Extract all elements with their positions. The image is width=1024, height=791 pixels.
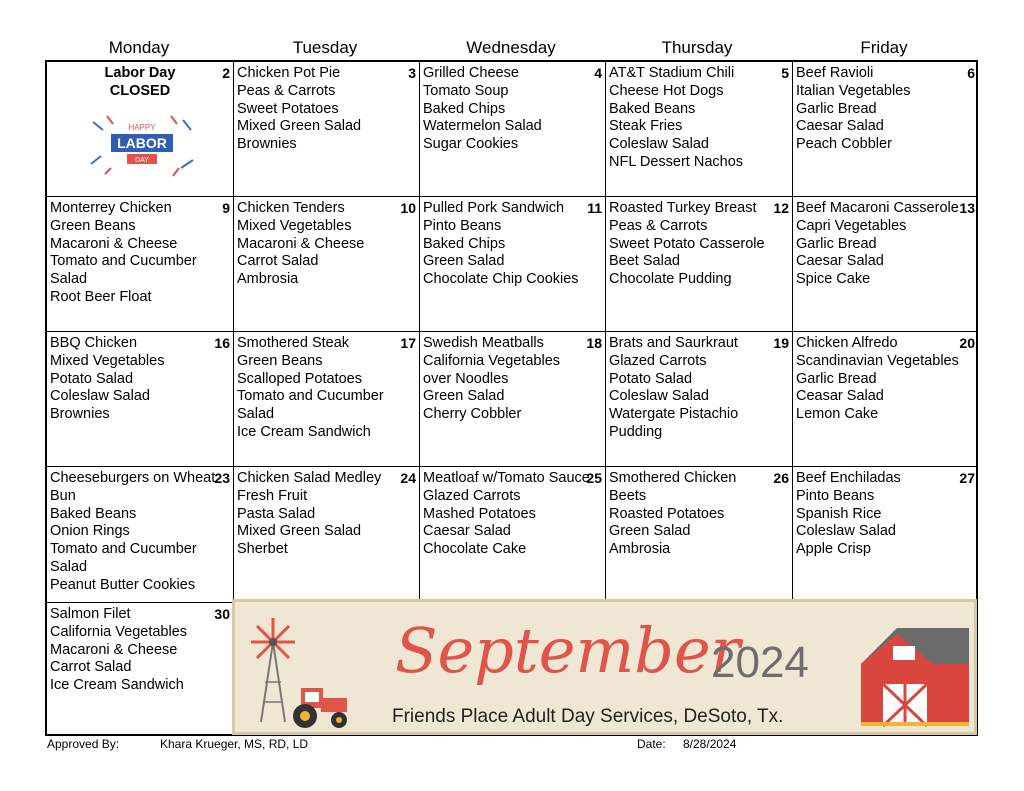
menu-items xyxy=(237,65,361,154)
menu-item: Sweet Potato Casserole xyxy=(609,235,765,252)
menu-item: Carrot Salad xyxy=(237,253,319,270)
menu-item: Chocolate Cake xyxy=(423,541,527,558)
menu-item: Root Beer Float xyxy=(50,288,152,305)
tractor-icon xyxy=(283,680,353,730)
menu-item: Mixed Green Salad xyxy=(237,523,362,540)
badge-main: LABOR xyxy=(117,135,167,151)
menu-item: Smothered Steak xyxy=(237,335,350,351)
menu-items xyxy=(609,200,765,289)
day-cell xyxy=(234,332,420,467)
menu-item: California Vegetables xyxy=(423,352,561,369)
day-number: 4 xyxy=(594,65,602,81)
menu-item: Tomato and Cucumber xyxy=(50,541,197,558)
day-thursday: Thursday xyxy=(661,38,733,57)
menu-item: AT&T Stadium Chili xyxy=(609,65,735,81)
menu-item: Spanish Rice xyxy=(796,505,882,522)
menu-items xyxy=(237,335,384,442)
menu-item: Green Salad xyxy=(423,253,505,270)
menu-item: Macaroni & Cheese xyxy=(237,235,365,252)
menu-item: Salad xyxy=(50,271,88,288)
day-number: 17 xyxy=(400,335,416,351)
menu-item: Monterrey Chicken xyxy=(50,200,172,216)
menu-item: Peach Cobbler xyxy=(796,136,892,153)
holiday-line: CLOSED xyxy=(109,82,171,99)
menu-item: over Noodles xyxy=(423,370,509,387)
day-cell xyxy=(234,467,420,603)
menu-item: Capri Vegetables xyxy=(796,217,907,234)
day-cell xyxy=(420,467,606,603)
menu-item: Smothered Chicken xyxy=(609,470,737,486)
day-cell xyxy=(47,62,234,197)
menu-item: Pinto Beans xyxy=(423,217,502,234)
barn-icon xyxy=(857,624,975,728)
day-number: 6 xyxy=(967,65,975,81)
menu-item: Lemon Cake xyxy=(796,406,879,423)
menu-item: Roasted Potatoes xyxy=(609,505,725,522)
menu-item: Scandinavian Vegetables xyxy=(796,352,959,369)
menu-item: Spice Cake xyxy=(796,271,871,288)
day-number: 23 xyxy=(214,470,230,486)
menu-item: Peas & Carrots xyxy=(237,82,336,99)
badge-top: HAPPY xyxy=(128,123,156,132)
day-cell xyxy=(606,62,793,197)
menu-item: Brownies xyxy=(50,406,110,423)
menu-item: Salad xyxy=(237,406,275,423)
menu-item: Watergate Pistachio xyxy=(609,406,739,423)
banner-subtitle: Friends Place Adult Day Services, DeSoto, Tx. xyxy=(392,706,784,727)
menu-item: Scalloped Potatoes xyxy=(237,370,362,387)
day-cell xyxy=(606,332,793,467)
menu-item: Chicken Alfredo xyxy=(796,335,898,351)
menu-item: Beef Ravioli xyxy=(796,65,874,81)
menu-item: Beets xyxy=(609,487,647,504)
menu-item: Coleslaw Salad xyxy=(609,136,709,153)
menu-item: Tomato and Cucumber xyxy=(237,388,384,405)
menu-item: Potato Salad xyxy=(609,370,693,387)
day-number: 19 xyxy=(773,335,789,351)
menu-items xyxy=(796,200,959,289)
day-number: 10 xyxy=(400,200,416,216)
weekday-header xyxy=(46,38,978,60)
day-cell xyxy=(420,62,606,197)
day-friday: Friday xyxy=(860,38,908,57)
menu-item: Sherbet xyxy=(237,541,288,558)
menu-item: Ice Cream Sandwich xyxy=(237,423,371,440)
menu-items xyxy=(423,200,579,289)
menu-item: Chocolate Chip Cookies xyxy=(423,271,579,288)
menu-item: Green Beans xyxy=(50,217,136,234)
menu-item: Mixed Vegetables xyxy=(237,217,352,234)
badge-bottom: DAY xyxy=(135,157,149,164)
day-monday: Monday xyxy=(108,38,170,57)
menu-item: Baked Chips xyxy=(423,235,506,252)
menu-item: Coleslaw Salad xyxy=(609,388,709,405)
menu-item: Ambrosia xyxy=(237,271,299,288)
date-value: 8/28/2024 xyxy=(683,737,737,751)
menu-item: Pinto Beans xyxy=(796,487,875,504)
menu-item: Ice Cream Sandwich xyxy=(50,677,184,694)
menu-item: Glazed Carrots xyxy=(423,487,521,504)
menu-items xyxy=(609,65,743,172)
menu-item: Pudding xyxy=(609,423,663,440)
menu-items xyxy=(237,470,381,559)
menu-item: Mashed Potatoes xyxy=(423,505,536,522)
day-cell xyxy=(606,467,793,603)
menu-items xyxy=(796,335,959,424)
menu-item: Sweet Potatoes xyxy=(237,100,339,117)
menu-item: Caesar Salad xyxy=(796,118,884,135)
menu-item: Peanut Butter Cookies xyxy=(50,576,196,593)
day-number: 2 xyxy=(222,65,230,81)
day-number: 9 xyxy=(222,200,230,216)
approved-name: Khara Krueger, MS, RD, LD xyxy=(160,737,309,751)
menu-item: Carrot Salad xyxy=(50,659,132,676)
menu-item: Mixed Vegetables xyxy=(50,352,165,369)
day-cell xyxy=(234,62,420,197)
day-cell xyxy=(47,467,234,603)
menu-item: Beef Macaroni Casserole xyxy=(796,200,959,216)
day-cell xyxy=(47,603,234,734)
menu-item: NFL Dessert Nachos xyxy=(609,153,744,170)
menu-item: Caesar Salad xyxy=(796,253,884,270)
menu-item: Brownies xyxy=(237,136,297,153)
menu-item: Peas & Carrots xyxy=(609,217,708,234)
day-number: 30 xyxy=(214,606,230,622)
day-wednesday: Wednesday xyxy=(466,38,556,57)
menu-item: Roasted Turkey Breast xyxy=(609,200,757,216)
day-number: 13 xyxy=(959,200,975,216)
menu-item: Brats and Saurkraut xyxy=(609,335,738,351)
menu-item: Fresh Fruit xyxy=(237,487,308,504)
day-number: 11 xyxy=(587,200,602,216)
menu-item: Salmon Filet xyxy=(50,606,131,622)
menu-item: Baked Chips xyxy=(423,100,506,117)
menu-item: Steak Fries xyxy=(609,118,683,135)
holiday-line: Labor Day xyxy=(104,65,176,81)
menu-item: Chicken Pot Pie xyxy=(237,65,341,81)
menu-item: BBQ Chicken xyxy=(50,335,138,351)
menu-item: Green Salad xyxy=(609,523,691,540)
day-cell xyxy=(420,197,606,332)
menu-items xyxy=(423,470,590,559)
menu-item: Salad xyxy=(50,558,88,575)
menu-items xyxy=(50,606,187,695)
menu-item: Onion Rings xyxy=(50,523,130,540)
menu-items xyxy=(50,470,215,595)
day-cell xyxy=(47,197,234,332)
menu-item: Baked Beans xyxy=(609,100,696,117)
day-cell xyxy=(47,332,234,467)
menu-items xyxy=(609,470,736,559)
menu-item: Glazed Carrots xyxy=(609,352,707,369)
menu-item: Watermelon Salad xyxy=(423,118,542,135)
menu-item: Italian Vegetables xyxy=(796,82,911,99)
menu-item: Cherry Cobbler xyxy=(423,406,522,423)
menu-items xyxy=(50,200,197,307)
banner-month: September xyxy=(395,614,741,687)
approved-label: Approved By: xyxy=(47,737,120,751)
day-number: 3 xyxy=(408,65,416,81)
day-cell xyxy=(793,197,978,332)
menu-item: Coleslaw Salad xyxy=(796,523,896,540)
menu-items xyxy=(423,65,542,154)
menu-item: Green Salad xyxy=(423,388,505,405)
menu-item: Grilled Cheese xyxy=(423,65,519,81)
day-number: 16 xyxy=(214,335,230,351)
menu-item: Potato Salad xyxy=(50,370,134,387)
menu-item: Sugar Cookies xyxy=(423,136,519,153)
menu-item: Caesar Salad xyxy=(423,523,511,540)
menu-items xyxy=(796,65,910,154)
menu-item: Macaroni & Cheese xyxy=(50,235,178,252)
holiday-notice xyxy=(47,65,233,101)
menu-item: Tomato Soup xyxy=(423,82,509,99)
menu-item: Ceasar Salad xyxy=(796,388,884,405)
day-number: 25 xyxy=(586,470,602,486)
menu-items xyxy=(423,335,560,424)
menu-items xyxy=(237,200,364,289)
menu-item: Chocolate Pudding xyxy=(609,271,732,288)
day-cell xyxy=(234,197,420,332)
labor-day-badge xyxy=(87,112,197,182)
day-number: 24 xyxy=(400,470,416,486)
date-label: Date: xyxy=(637,737,666,751)
menu-item: Meatloaf w/Tomato Sauce xyxy=(423,470,590,486)
day-cell xyxy=(793,332,978,467)
menu-item: Coleslaw Salad xyxy=(50,388,150,405)
day-tuesday: Tuesday xyxy=(292,38,358,57)
day-number: 20 xyxy=(959,335,975,351)
menu-item: Pasta Salad xyxy=(237,505,316,522)
menu-item: Apple Crisp xyxy=(796,541,871,558)
day-number: 27 xyxy=(959,470,975,486)
menu-item: Tomato and Cucumber xyxy=(50,253,197,270)
day-number: 26 xyxy=(773,470,789,486)
menu-item: Beet Salad xyxy=(609,253,680,270)
menu-item: Garlic Bread xyxy=(796,370,877,387)
menu-item: Cheese Hot Dogs xyxy=(609,82,724,99)
menu-item: Baked Beans xyxy=(50,505,137,522)
menu-item: Chicken Tenders xyxy=(237,200,345,216)
menu-item: Cheeseburgers on Wheat xyxy=(50,470,216,486)
menu-item: Ambrosia xyxy=(609,541,671,558)
menu-item: Garlic Bread xyxy=(796,235,877,252)
menu-item: Bun xyxy=(50,487,76,504)
menu-item: Macaroni & Cheese xyxy=(50,641,178,658)
day-number: 18 xyxy=(586,335,602,351)
day-number: 12 xyxy=(773,200,789,216)
menu-item: Pulled Pork Sandwich xyxy=(423,200,565,216)
menu-items xyxy=(609,335,738,442)
day-number: 5 xyxy=(781,65,789,81)
menu-item: Mixed Green Salad xyxy=(237,118,362,135)
month-banner xyxy=(232,599,977,735)
day-cell xyxy=(420,332,606,467)
menu-items xyxy=(50,335,164,424)
menu-item: Green Beans xyxy=(237,352,323,369)
menu-item: Chicken Salad Medley xyxy=(237,470,382,486)
menu-item: Swedish Meatballs xyxy=(423,335,544,351)
day-cell xyxy=(793,467,978,603)
menu-item: Garlic Bread xyxy=(796,100,877,117)
menu-item: Beef Enchiladas xyxy=(796,470,901,486)
menu-item: California Vegetables xyxy=(50,623,188,640)
day-cell xyxy=(606,197,793,332)
day-cell xyxy=(793,62,978,197)
banner-year: 2024 xyxy=(711,638,809,687)
menu-items xyxy=(796,470,901,559)
